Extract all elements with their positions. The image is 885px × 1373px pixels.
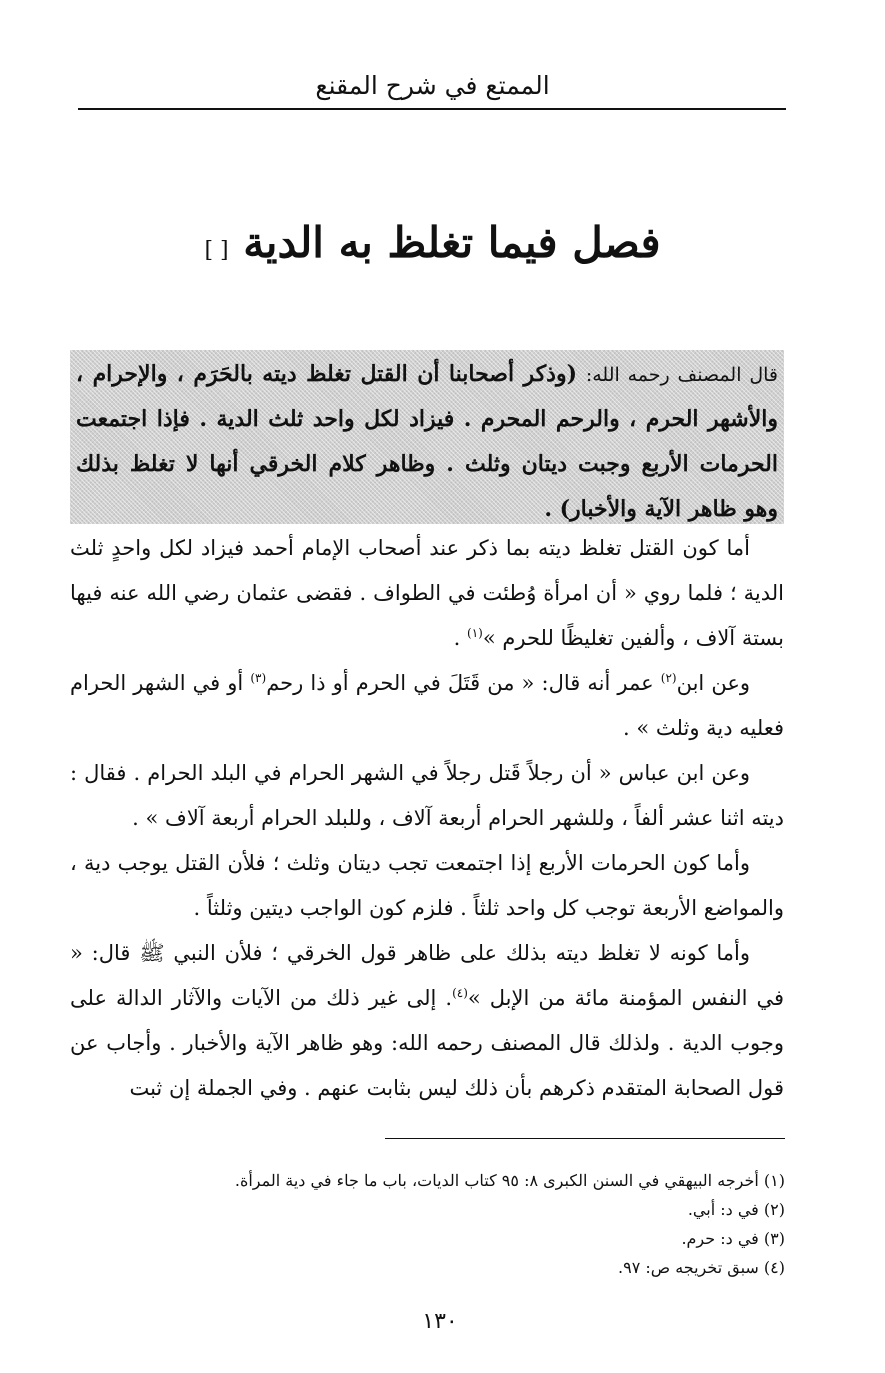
paragraph-text: عمر أنه قال: « من قَتَلَ في الحرم أو ذا رحم (266, 671, 661, 695)
paragraph-text: . (453, 626, 468, 650)
footnote-ref: (١) (467, 626, 483, 640)
paragraph-text: وأما كونه لا تغلظ ديته بذلك على ظاهر قول الخرقي ؛ فلأن النبي ﷺ قال: « في النفس المؤمنة مائة من الإبل » (70, 941, 785, 1010)
paragraph (70, 931, 784, 1111)
quote-lead: قال المصنف رحمه الله: (585, 364, 778, 386)
running-header: الممتع في شرح المقنع (315, 71, 550, 100)
quote-text: (وذكر أصحابنا أن القتل تغلظ ديته بالحَرَم ، والإحرام ، والأشهر الحرم ، والرحم المحرم . فيزاد لكل واحد ثلث الدية . فإذا اجتمعت الحرمات الأربع وجبت ديتان وثلث . وظاهر كلام الخرقي أنها لا تغلظ بذلك وهو ظاهر الآية والأخبار) . (76, 361, 778, 522)
paragraph-text: وعن ابن (676, 671, 751, 695)
quoted-matn-box (70, 350, 784, 524)
footnote-ref: (٢) (660, 671, 677, 685)
section-title-bracket: [ ] (204, 238, 229, 263)
paragraph-text: وعن ابن عباس « أن رجلاً قَتل رجلاً في الشهر الحرام في البلد الحرام . فقال : ديته اثنا عشر ألفاً ، وللشهر الحرام أربعة آلاف ، وللبلد الحرام أربعة آلاف » . (70, 761, 784, 830)
paragraph-text: . إلى غير ذلك من الآيات والآثار الدالة على وجوب الدية . ولذلك قال المصنف رحمه الله: وهو ظاهر الآية والأخبار . وأجاب عن قول الصحابة المتقدم ذكرهم بأن ذلك ليس بثابت عنهم . وفي الجملة إن ثبت (70, 986, 784, 1100)
footnote: (١) أخرجه البيهقي في السنن الكبرى ٨: ٩٥ كتاب الديات، باب ما جاء في دية المرأة. (234, 1171, 785, 1190)
paragraph (70, 661, 784, 751)
footnote-rule (385, 1138, 785, 1139)
paragraph-text: أو في الشهر الحرام فعليه دية وثلث » . (70, 671, 784, 740)
header-rule (78, 108, 786, 110)
paragraph-text: وأما كون الحرمات الأربع إذا اجتمعت تجب ديتان وثلث ؛ فلأن القتل يوجب دية ، والمواضع الأربعة توجب كل واحد ثلثاً . فلزم كون الواجب ديتين وثلثاً . (70, 851, 784, 920)
section-title-text: فصل فيما تغلظ به الدية (243, 218, 661, 267)
footnote: (٣) في د: حرم. (681, 1229, 785, 1248)
footnote: (٢) في د: أبي. (687, 1200, 785, 1219)
paragraph (70, 841, 784, 931)
footnote-ref: (٣) (250, 671, 267, 685)
paragraph (70, 751, 784, 841)
footnotes (80, 1166, 785, 1282)
section-title (80, 212, 785, 282)
footnote-ref: (٤) (452, 986, 468, 1000)
footnote: (٤) سبق تخريجه ص: ٩٧. (618, 1258, 785, 1277)
paragraph (70, 526, 784, 661)
paragraph-text: أما كون القتل تغلظ ديته بما ذكر عند أصحاب الإمام أحمد فيزاد لكل واحدٍ ثلث الدية ؛ فلما روي « أن امرأة وُطئت في الطواف . فقضى عثمان رضي الله عنه فيها بستة آلاف ، وألفين تغليظًا للحرم » (70, 536, 784, 650)
page-number: ١٣٠ (422, 1309, 458, 1334)
commentary-body (70, 526, 784, 1111)
